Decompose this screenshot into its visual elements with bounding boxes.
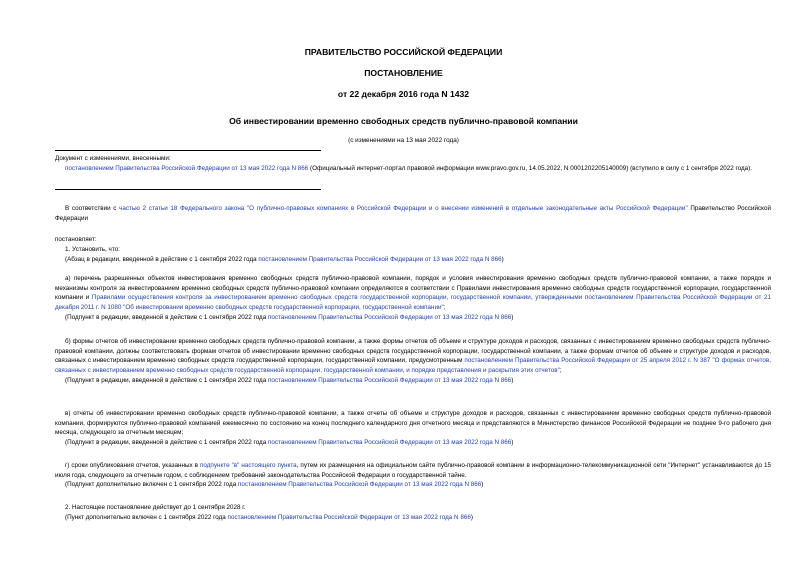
- federal-law-link[interactable]: частью 2 статьи 18 Федерального закона "О публично-правовых компаниях в Российской Федерации и о внесении изменений в отдельные законодательные акты Российской Федерации": [119, 205, 688, 212]
- point-1: [55, 245, 771, 264]
- government-name: ПРАВИТЕЛЬСТВО РОССИЙСКОЙ ФЕДЕРАЦИИ: [304, 47, 503, 57]
- report-forms-link[interactable]: постановлением Правительства Российской Федерации от 25 апреля 2012 г. N 387 "О формах отчетов, связанных с инвестированием временно свободных средств государственной корпорации, государственной компании, и порядке представления и раскрытия этих отчетов": [55, 357, 771, 375]
- point-1-note: (Абзац в редакции, введенной в действие с 1 сентября 2022 года постановлением Правительства Российской Федерации от 13 мая 2022 года N 866): [65, 255, 504, 263]
- preamble: В соответствии с частью 2 статьи 18 Федерального закона "О публично-правовых компаниях в Российской Федерации и о внесении изменений в отдельные законодательные акты Российской Федерации" Правительство Российской Федерации: [55, 205, 772, 222]
- subpoint-b: [55, 337, 771, 386]
- subpoint-a: [55, 274, 771, 323]
- divider-top: [55, 150, 321, 151]
- subpoint-b-note: (Подпункт в редакции, введенной в действие с 1 сентября 2022 года постановлением Правительства Российской Федерации от 13 мая 2022 года N 866): [65, 376, 514, 384]
- decree-word: постановляет:: [55, 236, 97, 243]
- subpoint-g: [55, 461, 771, 490]
- point-2-note: (Пункт дополнительно включен с 1 сентября 2022 года постановлением Правительства Российской Федерации от 13 мая 2022 года N 866): [65, 513, 473, 521]
- divider-bottom: [55, 189, 321, 190]
- document-title: Об инвестировании временно свободных средств публично-правовой компании: [229, 116, 578, 126]
- subpoint-g-note: (Подпункт дополнительно включен с 1 сентября 2022 года постановлением Правительства Российской Федерации от 13 мая 2022 года N 866): [65, 481, 484, 489]
- document-type: ПОСТАНОВЛЕНИЕ: [364, 68, 443, 78]
- subpoint-v: [55, 409, 771, 448]
- amendment-note-source: постановлением Правительства Российской Федерации от 13 мая 2022 года N 866 (Официальный интернет-портал правовой информации www.pravo.gov.ru, 14.05.2022, N 0001202205140009) (вступило в силу с 1 сентября 2022 года).: [65, 164, 753, 172]
- subpoint-v-text: в) отчеты об инвестировании временно свободных средств публично-правовой компании, а также отчеты об объеме и структуре доходов и расходов, связанных с инвестированием временно свободных средств публично-правовой компании, формируются публично-правовой компанией ежемесячно по состоянию на конец последнего календарного дня отчетного месяца и представляются в Министерство финансов Российской Федерации не позднее 9-го рабочего дня месяца, следующего за отчетным месяцем;: [55, 410, 771, 437]
- document-date-number: от 22 декабря 2016 года N 1432: [337, 89, 470, 99]
- subpoint-v-note: (Подпункт в редакции, введенной в действие с 1 сентября 2022 года постановлением Правительства Российской Федерации от 13 мая 2022 года N 866): [65, 439, 514, 447]
- point-2: [55, 503, 771, 522]
- subpoint-g-note-link[interactable]: постановлением Правительства Российской Федерации от 13 мая 2022 года N 866: [237, 481, 482, 489]
- point-1-text: 1. Установить, что:: [65, 246, 120, 253]
- subpoint-a-note-link[interactable]: постановлением Правительства Российской Федерации от 13 мая 2022 года N 866: [267, 313, 512, 321]
- subpoint-b-note-link[interactable]: постановлением Правительства Российской Федерации от 13 мая 2022 года N 866: [267, 376, 512, 384]
- subpoint-v-note-link[interactable]: постановлением Правительства Российской Федерации от 13 мая 2022 года N 866: [267, 439, 512, 447]
- subpoint-v-ref-link[interactable]: подпункте "в" настоящего пункта: [199, 462, 297, 469]
- amendment-note-heading: Документ с изменениями, внесенными:: [55, 155, 171, 162]
- changes-note: (с изменениями на 13 мая 2022 года): [348, 137, 459, 144]
- subpoint-a-note: (Подпункт в редакции, введенной в действие с 1 сентября 2022 года постановлением Правительства Российской Федерации от 13 мая 2022 года N 866): [65, 313, 514, 321]
- point-2-text: 2. Настоящее постановление действует до 1 сентября 2028 г.: [65, 504, 246, 511]
- point-1-note-link[interactable]: постановлением Правительства Российской Федерации от 13 мая 2022 года N 866: [258, 255, 502, 263]
- amendment-link[interactable]: постановлением Правительства Российской Федерации от 13 мая 2022 года N 866: [65, 164, 309, 172]
- subpoint-b-text: б) формы отчетов об инвестировании временно свободных средств публично-правовой компании, а также формы отчетов об объеме и структуре доходов и расходов, связанных с инвестированием временно свободных средств публично-правовой компании, должны соответствовать формам отчетов об инвестировании временно свободных средств государственной корпорации, государственной компании, а также формам отчетов об объеме и структуре доходов и расходов, связанных с инвестированием временно свободных средств государственной корпорации, государственной компании, предусмотренным постановлением Правительства Российской Федерации от 25 апреля 2012 г. N 387 "О формах отчетов, связанных с инвестированием временно свободных средств государственной корпорации, государственной компании, и порядке представления и раскрытия этих отчетов";: [55, 338, 771, 375]
- control-rules-link[interactable]: Правилами осуществления контроля за инвестированием временно свободных средств государственной корпорации, государственной компании, утвержденными постановлением Правительства Российской Федерации от 21 декабря 2011 г. N 1080 "Об инвестировании временно свободных средств государственной корпорации, государственной компании": [55, 294, 771, 312]
- amendment-note: [55, 154, 771, 173]
- subpoint-a-text: а) перечень разрешенных объектов инвестирования временно свободных средств публично-правовой компании, порядок и условия инвестирования временно свободных средств публично-правовой компании, а также порядок и механизмы контроля за инвестированием временно свободных средств публично-правовой компании определяются в соответствии с Правилами инвестирования временно свободных средств государственной корпорации, государственной компании и Правилами осуществления контроля за инвестированием временно свободных средств государственной корпорации, государственной компании, утвержденными постановлением Правительства Российской Федерации от 21 декабря 2011 г. N 1080 "Об инвестировании временно свободных средств государственной корпорации, государственной компании";: [55, 275, 771, 312]
- subpoint-g-text: г) сроки опубликования отчетов, указанных в подпункте "в" настоящего пункта, путем их размещения на официальном сайте публично-правовой компании в информационно-телекоммуникационной сети "Интернет" устанавливаются до 15 июля года, следующего за отчетным годом, с соблюдением требований законодательства Российской Федерации о государственной тайне.: [55, 462, 771, 479]
- point-2-note-link[interactable]: постановлением Правительства Российской Федерации от 13 мая 2022 года N 866: [227, 513, 471, 521]
